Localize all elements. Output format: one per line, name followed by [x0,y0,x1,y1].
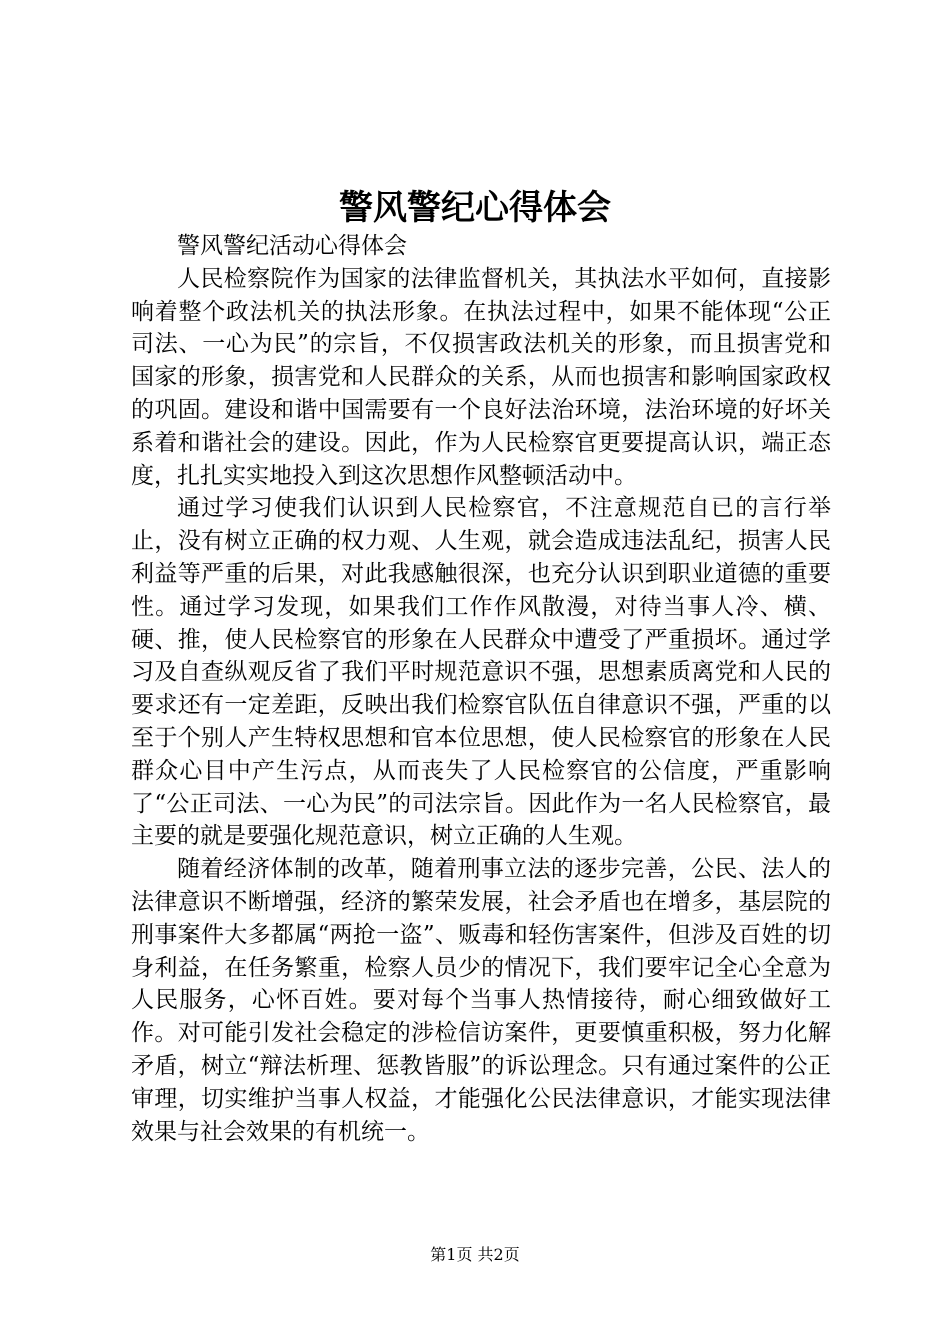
page-number-footer: 第1页 共2页 [430,1245,520,1264]
page-title: 警风警纪心得体会 [339,188,611,228]
body-paragraph: 通过学习使我们认识到人民检察官，不注意规范自已的言行举止，没有树立正确的权力观、人生观，就会造成违法乱纪，损害人民利益等严重的后果，对此我感触很深，也充分认识到职业道德的重要性。通过学习发现，如果我们工作作风散漫，对待当事人冷、横、硬、推，使人民检察官的形象在人民群众中遭受了严重损坏。通过学习及自查纵观反省了我们平时规范意识不强，思想素质离党和人民的要求还有一定差距，反映出我们检察官队伍自律意识不强，严重的以至于个别人产生特权思想和官本位思想，使人民检察官的形象在人民群众心目中产生污点，从而丧失了人民检察官的公信度，严重影响了“公正司法、一心为民”的司法宗旨。因此作为一名人民检察官，最主要的就是要强化规范意识，树立正确的人生观。 [131,495,831,850]
document-body [131,230,831,1148]
body-paragraph: 随着经济体制的改革，随着刑事立法的逐步完善，公民、法人的法律意识不断增强，经济的繁荣发展，社会矛盾也在增多，基层院的刑事案件大多都属“两抢一盗”、贩毒和轻伤害案件，但涉及百姓的切身利益，在任务繁重，检察人员少的情况下，我们要牢记全心全意为人民服务，心怀百姓。要对每个当事人热情接待，耐心细致做好工作。对可能引发社会稳定的涉检信访案件，更要慎重积极，努力化解矛盾，树立“辩法析理、惩教皆服”的诉讼理念。只有通过案件的公正审理，切实维护当事人权益，才能强化公民法律意识，才能实现法律效果与社会效果的有机统一。 [131,856,831,1145]
subtitle-paragraph: 警风警纪活动心得体会 [177,233,407,259]
body-paragraph: 人民检察院作为国家的法律监督机关，其执法水平如何，直接影响着整个政法机关的执法形象。在执法过程中，如果不能体现“公正司法、一心为民”的宗旨，不仅损害政法机关的形象，而且损害党和国家的形象，损害党和人民群众的关系，从而也损害和影响国家政权的巩固。建设和谐中国需要有一个良好法治环境，法治环境的好坏关系着和谐社会的建设。因此，作为人民检察官更要提高认识，端正态度，扎扎实实地投入到这次思想作风整顿活动中。 [131,265,831,489]
